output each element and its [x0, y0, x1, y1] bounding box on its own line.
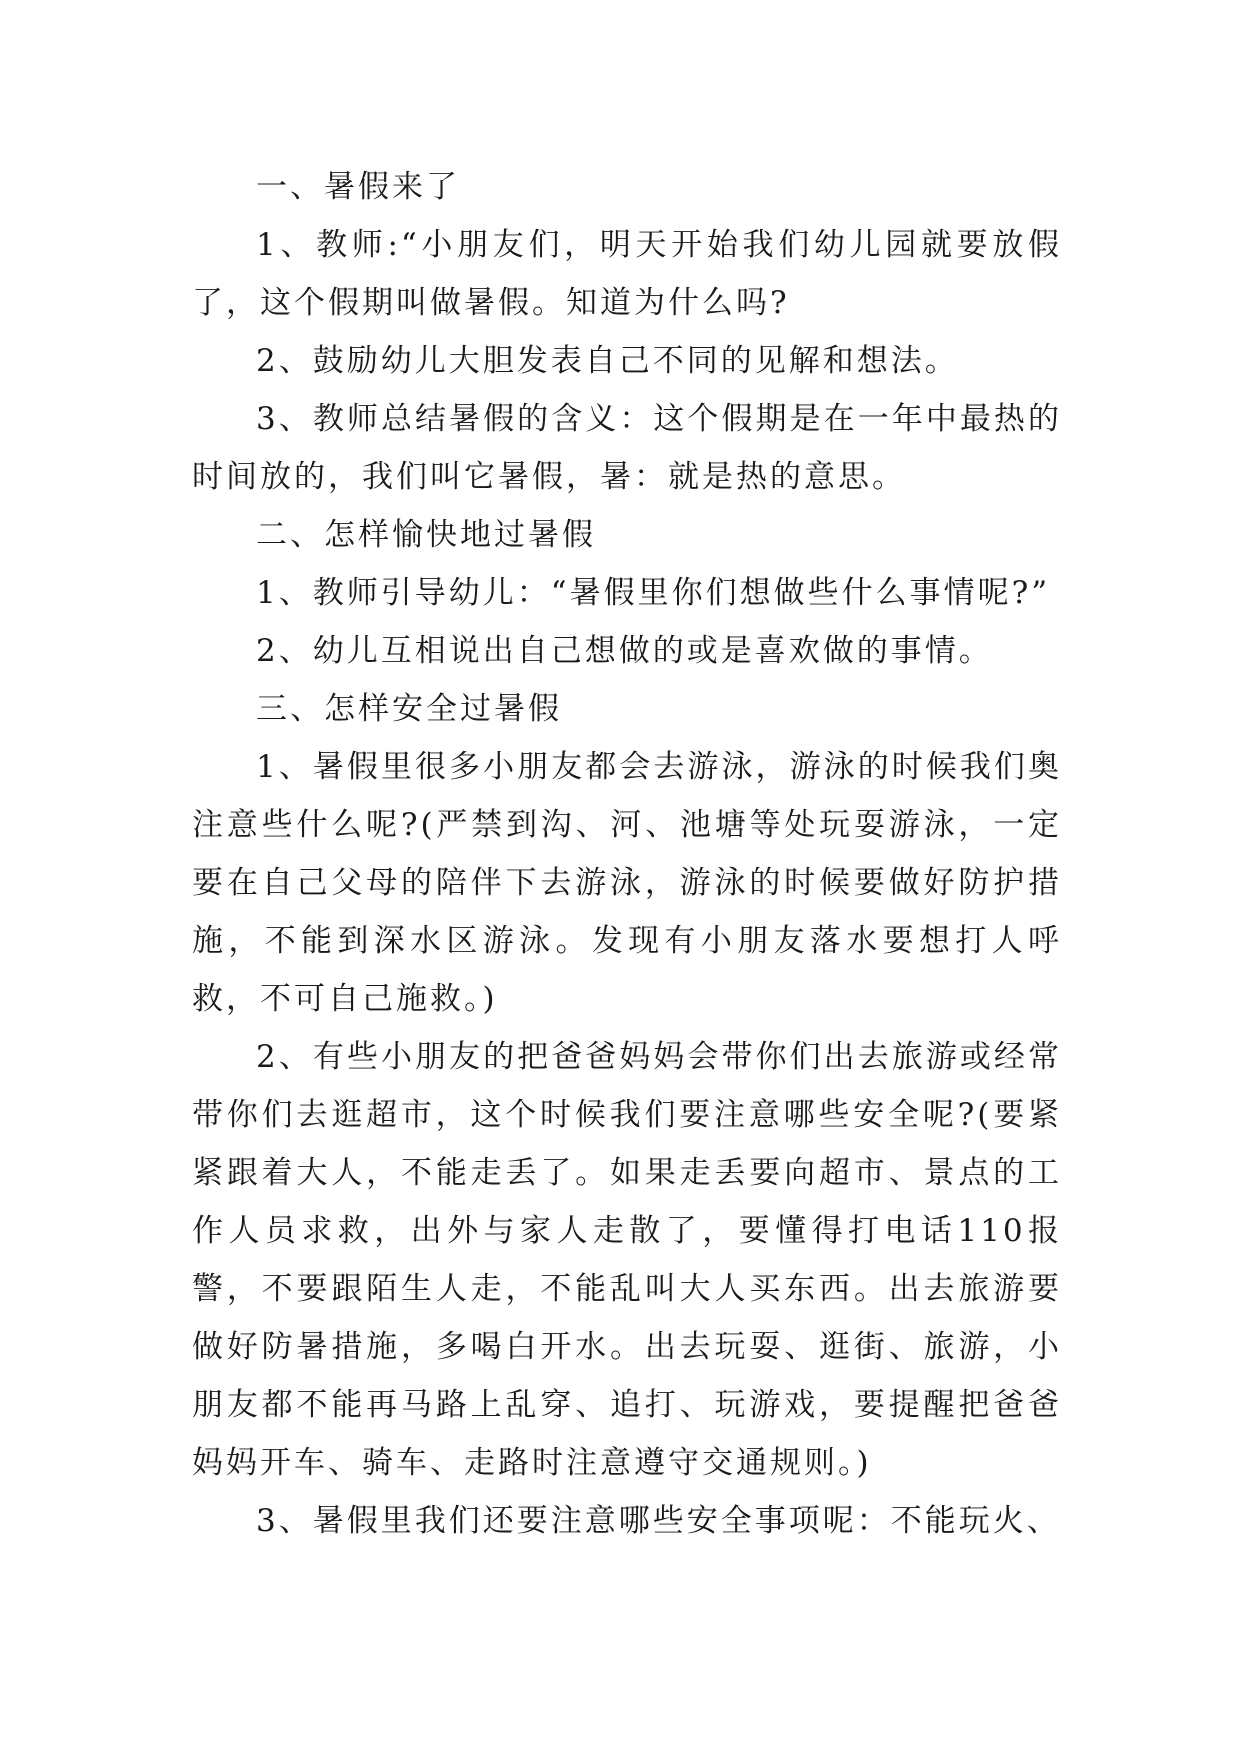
document-body [192, 158, 1062, 1550]
paragraph: 3、暑假里我们还要注意哪些安全事项呢：不能玩火、 [256, 1503, 1061, 1539]
paragraph: 1、暑假里很多小朋友都会去游泳，游泳的时候我们奥注意些什么呢?(严禁到沟、河、池塘等处玩耍游泳，一定要在自己父母的陪伴下去游泳，游泳的时候要做好防护措施，不能到深水区游泳。发现有小朋友落水要想打人呼救，不可自己施救。) [192, 749, 1062, 1017]
heading-section-1: 一、暑假来了 [256, 169, 460, 205]
paragraph: 3、教师总结暑假的含义：这个假期是在一年中最热的时间放的，我们叫它暑假，暑：就是热的意思。 [192, 401, 1062, 495]
paragraph: 1、教师:“小朋友们，明天开始我们幼儿园就要放假了，这个假期叫做暑假。知道为什么吗? [192, 227, 1062, 321]
paragraph: 1、教师引导幼儿：“暑假里你们想做些什么事情呢?” [256, 575, 1051, 611]
paragraph: 2、鼓励幼儿大胆发表自己不同的见解和想法。 [256, 343, 959, 379]
paragraph: 2、有些小朋友的把爸爸妈妈会带你们出去旅游或经常带你们去逛超市，这个时候我们要注意哪些安全呢?(要紧紧跟着大人，不能走丢了。如果走丢要向超市、景点的工作人员求救，出外与家人走散了，要懂得打电话110报警，不要跟陌生人走，不能乱叫大人买东西。出去旅游要做好防暑措施，多喝白开水。出去玩耍、逛街、旅游，小朋友都不能再马路上乱穿、追打、玩游戏，要提醒把爸爸妈妈开车、骑车、走路时注意遵守交通规则。) [192, 1039, 1062, 1481]
paragraph: 2、幼儿互相说出自己想做的或是喜欢做的事情。 [256, 633, 993, 669]
heading-section-3: 三、怎样安全过暑假 [256, 691, 562, 727]
heading-section-2: 二、怎样愉快地过暑假 [256, 517, 596, 553]
